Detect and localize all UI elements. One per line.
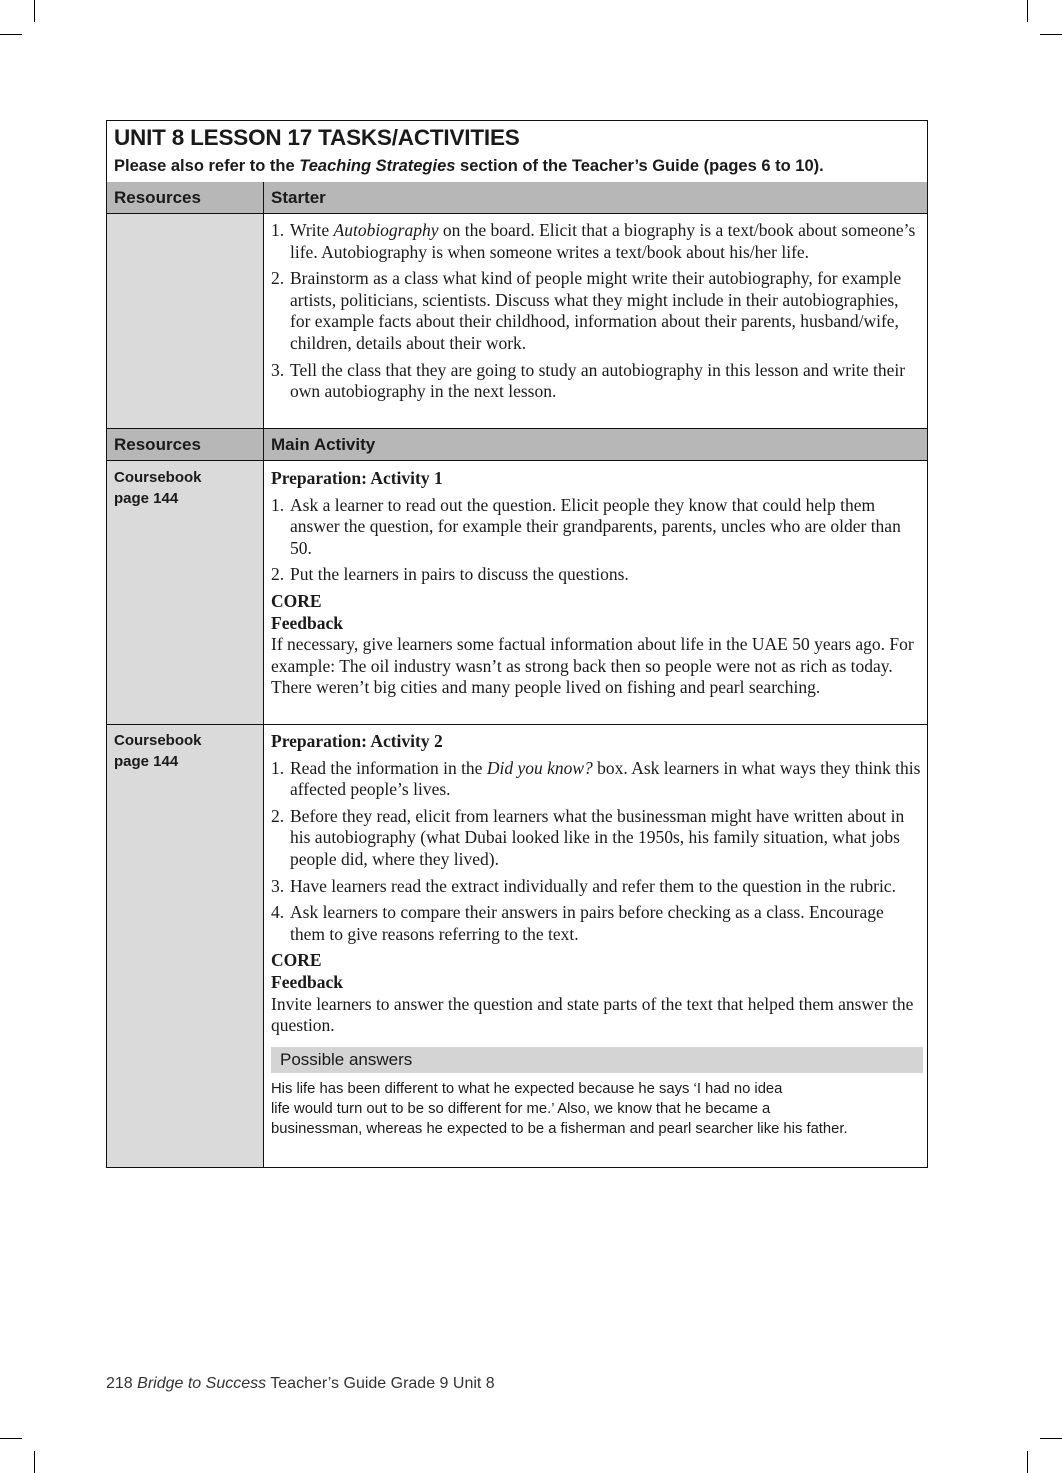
resource-line: page 144 [114,753,179,770]
resource-line: page 144 [114,490,179,507]
activity2-content [271,731,923,1139]
subtitle-italic: Teaching Strategies [299,157,456,175]
subtitle-text: Please also refer to the [114,157,300,175]
item-number: 4. [271,902,285,923]
item-text: Ask learners to compare their answers in pairs before checking as a class. Encourage them to give reasons referring to the text. [290,902,884,944]
column-divider [263,429,264,461]
crop-mark [0,34,22,35]
answer-line: His life has been different to what he expected because he says ‘I had no idea [271,1080,783,1097]
possible-answers-text [271,1079,923,1139]
activity-heading: Preparation: Activity 2 [271,731,443,751]
item-italic: Autobiography [333,220,439,240]
lesson-table [106,120,928,1168]
main-header-row [107,429,927,461]
activity1-content [271,468,923,699]
page-footer [106,1375,495,1393]
feedback-text: Invite learners to answer the question and state parts of the text that helped them answer the question. [271,993,914,1036]
item-text: Tell the class that they are going to study an autobiography in this lesson and write their own autobiography in the next lesson. [290,359,906,402]
item-text: Ask a learner to read out the question. Elicit people they know that could help them answer the question, for example their grandparents, parents, uncles who are older than 50. [290,494,901,558]
item-text: Read the information in the [290,757,487,778]
subtitle-text: section of the Teacher’s Guide (pages 6 to 10). [455,157,824,175]
resource-line: Coursebook [114,732,202,749]
feedback-label: Feedback [271,971,343,992]
possible-answers-header: Possible answers [271,1047,923,1073]
list-item [271,876,923,898]
item-text: Write [290,220,334,240]
list-item [271,495,923,560]
lesson-title: UNIT 8 LESSON 17 TASKS/ACTIVITIES [114,125,520,150]
page-number: 218 [106,1375,133,1392]
item-text: Before they read, elicit from learners what the businessman might have written about in his autobiography (what Dubai looked like in the 1950s, his family situation, what jobs people did, where they lived). [290,805,905,869]
list-item [271,806,923,871]
title-box [107,121,927,183]
list-item [271,220,923,263]
list-item [271,360,923,403]
item-number: 3. [271,875,285,896]
list-item [271,758,923,801]
column-divider [263,182,264,214]
starter-header-row [107,182,927,214]
item-number: 1. [271,757,285,778]
answer-line: life would turn out to be so different for me.’ Also, we know that he became a [271,1100,771,1117]
crop-mark [1027,1451,1028,1473]
crop-mark [1040,1438,1062,1439]
footer-text: Teacher’s Guide Grade 9 Unit 8 [266,1375,495,1392]
feedback-label: Feedback [271,612,343,633]
item-number: 1. [271,220,285,240]
item-number: 1. [271,494,285,515]
item-number: 2. [271,268,285,289]
crop-mark [34,1451,35,1473]
activity1-resource [114,467,202,509]
starter-resources-cell [107,214,264,429]
feedback-text: If necessary, give learners some factual information about life in the UAE 50 years ago. For example: The oil industry wasn’t as strong back then so people were not as rich as today. There weren’t big cities and many people lived on fishing and pearl searching. [271,634,914,698]
crop-mark [1040,34,1062,35]
item-text: Have learners read the extract individually and refer them to the question in the rubric. [290,875,896,896]
item-italic: Did you know? [486,757,593,778]
core-label: CORE [271,950,322,971]
list-item [271,268,923,354]
book-title: Bridge to Success [137,1375,267,1392]
item-text: Put the learners in pairs to discuss the questions. [290,564,629,585]
answer-line: businessman, whereas he expected to be a fisherman and pearl searcher like his father. [271,1120,848,1137]
starter-content [271,220,923,408]
starter-header: Starter [271,188,326,207]
lesson-subtitle [114,157,824,176]
crop-mark [1027,0,1028,22]
activity2-resources-cell [107,725,264,1167]
item-text: box. Ask learners in what ways they think this affected people’s lives. [290,757,921,800]
crop-mark [34,0,35,22]
list-item [271,902,923,945]
item-number: 3. [271,359,285,380]
crop-mark [0,1438,22,1439]
item-text: Brainstorm as a class what kind of people might write their autobiography, for example artists, politicians, scientists. Discuss what they might include in their autobiographies, for example facts about their childhood, information about their parents, husband/wife, children, details about their work. [290,268,902,353]
resources-header: Resources [114,188,201,207]
item-number: 2. [271,805,285,826]
resource-line: Coursebook [114,469,202,486]
activity2-resource [114,730,202,772]
core-label: CORE [271,590,322,611]
list-item [271,564,923,586]
activity-heading: Preparation: Activity 1 [271,468,443,488]
resources-header: Resources [114,435,201,454]
main-activity-header: Main Activity [271,435,376,454]
item-number: 2. [271,564,285,585]
item-text: on the board. Elicit that a biography is a text/book about someone’s life. Autobiography is when someone writes a text/book about his/her life. [290,220,916,262]
